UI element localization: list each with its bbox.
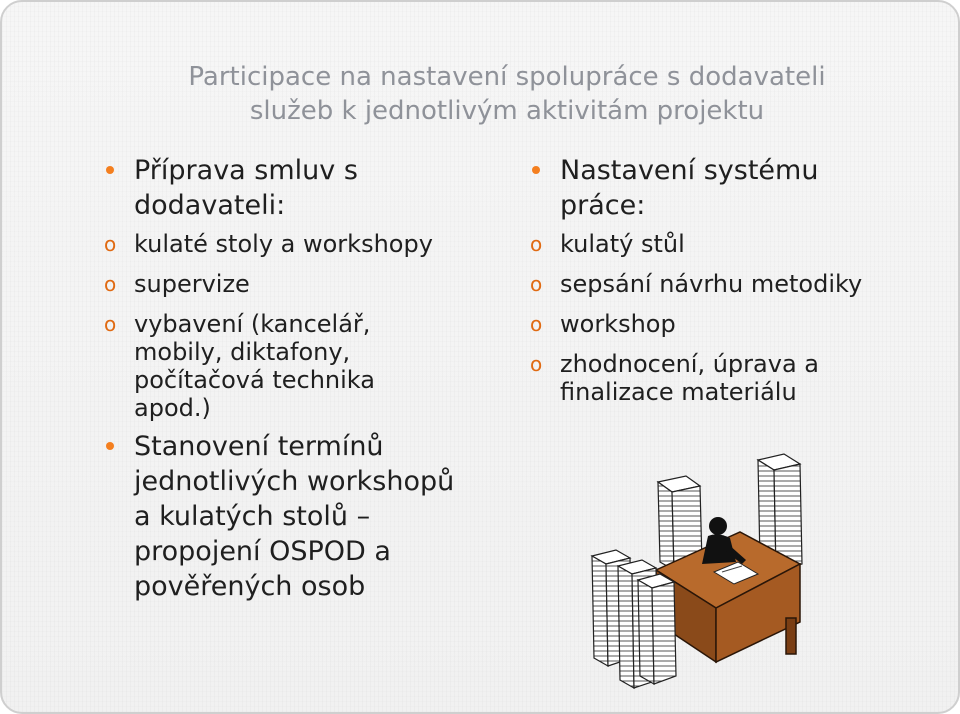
bullet-dot-icon (532, 166, 540, 174)
sub-item-equipment: o vybavení (kancelář, mobily, diktafony, počítačová technika apod.) (104, 310, 375, 422)
circle-marker-icon: o (104, 312, 117, 336)
slide-title-line-1: Participace na nastavení spolupráce s dodavateli (188, 62, 826, 92)
sub-item-round-tables: o kulaté stoly a workshopy (104, 230, 433, 258)
sub-item-supervision: o supervize (104, 270, 250, 298)
sub-item-evaluation: o zhodnocení, úprava a finalizace materiálu (530, 350, 819, 406)
circle-marker-icon: o (104, 272, 117, 296)
bullet-label: Nastavení systému práce: (560, 155, 819, 221)
sub-item-methodology-draft: o sepsání návrhu metodiky (530, 270, 863, 298)
bullet-label: Stanovení termínů jednotlivých workshopů a kulatých stolů – propojení OSPOD a pověřených osob (134, 431, 455, 602)
paper-stack-front-inner (638, 574, 676, 684)
bullet-dot-icon (106, 166, 114, 174)
right-column (532, 153, 932, 406)
circle-marker-icon: o (530, 312, 543, 336)
bullet-label: Příprava smluv s dodavateli: (134, 155, 358, 221)
bullet-item-work-system (532, 153, 932, 223)
desk-with-paper-stacks-illustration (590, 452, 812, 692)
sub-item-round-table: o kulatý stůl (530, 230, 685, 258)
slide-title-line-2: služeb k jednotlivým aktivitám projektu (249, 96, 765, 126)
left-column (106, 153, 506, 604)
circle-marker-icon: o (530, 232, 543, 256)
bullet-item-scheduling (106, 429, 506, 604)
bullet-item-contracts (106, 153, 506, 223)
bullet-dot-icon (106, 442, 114, 450)
slide-title (112, 60, 902, 128)
circle-marker-icon: o (104, 232, 117, 256)
circle-marker-icon: o (530, 272, 543, 296)
sub-item-workshop: o workshop (530, 310, 676, 338)
circle-marker-icon: o (530, 352, 543, 376)
